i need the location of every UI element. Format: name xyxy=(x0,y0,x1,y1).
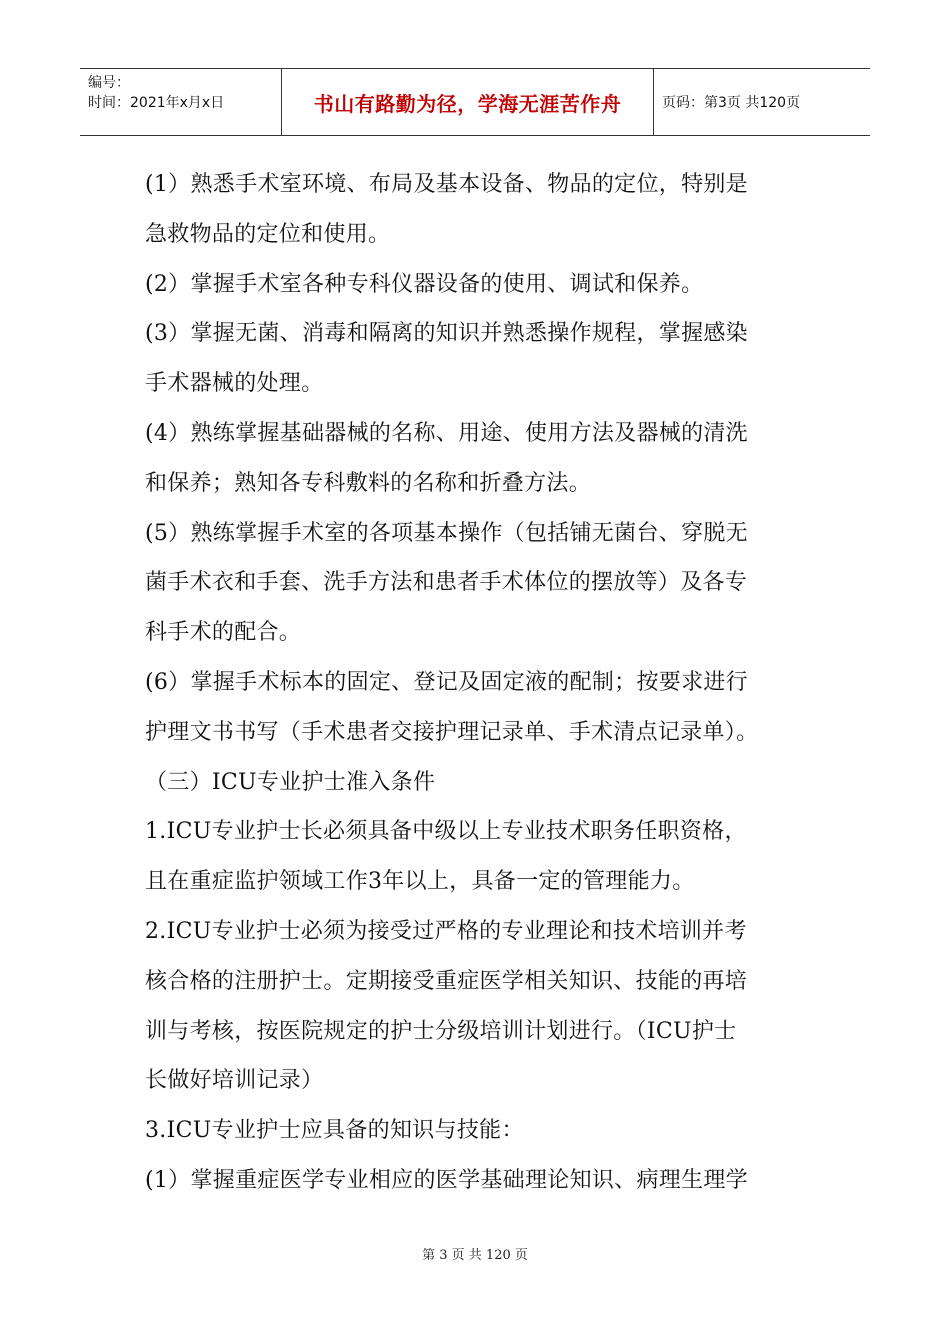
text-line: 且在重症监护领域工作3年以上，具备一定的管理能力。 xyxy=(145,869,695,895)
text-line: (1）熟悉手术室环境、布局及基本设备、物品的定位，特别是 xyxy=(145,172,748,197)
text-line: 科手术的配合。 xyxy=(145,620,302,646)
text-line: (4）熟练掌握基础器械的名称、用途、使用方法及器械的清洗 xyxy=(145,420,748,446)
text-line: (3）掌握无菌、消毒和隔离的知识并熟悉操作规程，掌握感染 xyxy=(145,321,748,347)
section-heading: （三）ICU专业护士准入条件 xyxy=(145,769,436,795)
text-line: (5）熟练掌握手术室的各项基本操作（包括铺无菌台、穿脱无 xyxy=(145,520,748,546)
text-line: 2.ICU专业护士必须为接受过严格的专业理论和技术培训并考 xyxy=(145,918,747,944)
text-line: 训与考核，按医院规定的护士分级培训计划进行。（ICU护士 xyxy=(145,1018,737,1044)
text-line: 1.ICU专业护士长必须具备中级以上专业技术职务任职资格， xyxy=(145,819,747,845)
text-line: 3.ICU专业护士应具备的知识与技能： xyxy=(145,1118,524,1144)
page-footer: 第 3 页 共 120 页 xyxy=(422,1248,528,1263)
text-line: 长做好培训记录） xyxy=(145,1068,324,1094)
motto-text: 书山有路勤为径，学海无涯苦作舟 xyxy=(313,91,622,116)
text-line: 核合格的注册护士。定期接受重症医学相关知识、技能的再培 xyxy=(145,968,748,994)
date-label: 时间：2021年x月x日 xyxy=(88,95,225,111)
serial-number-label: 编号： xyxy=(88,75,130,91)
text-line: (6）掌握手术标本的固定、登记及固定液的配制；按要求进行 xyxy=(145,669,748,695)
text-line: 护理文书书写（手术患者交接护理记录单、手术清点记录单）。 xyxy=(145,719,759,745)
text-line: 手术器械的处理。 xyxy=(145,371,324,397)
text-line: (2）掌握手术室各种专科仪器设备的使用、调试和保养。 xyxy=(145,271,704,297)
page-number-label: 页码：第3页 共120页 xyxy=(662,95,801,111)
header-motto-cell xyxy=(282,69,654,135)
header-page-cell xyxy=(654,69,870,135)
document-header xyxy=(80,68,870,136)
text-line: 急救物品的定位和使用。 xyxy=(145,221,391,247)
header-meta-cell xyxy=(80,69,282,135)
text-line: (1）掌握重症医学专业相应的医学基础理论知识、病理生理学 xyxy=(145,1167,748,1193)
text-line: 菌手术衣和手套、洗手方法和患者手术体位的摆放等）及各专 xyxy=(145,570,748,596)
text-line: 和保养；熟知各专科敷料的名称和折叠方法。 xyxy=(145,470,592,496)
document-body xyxy=(145,160,810,1206)
